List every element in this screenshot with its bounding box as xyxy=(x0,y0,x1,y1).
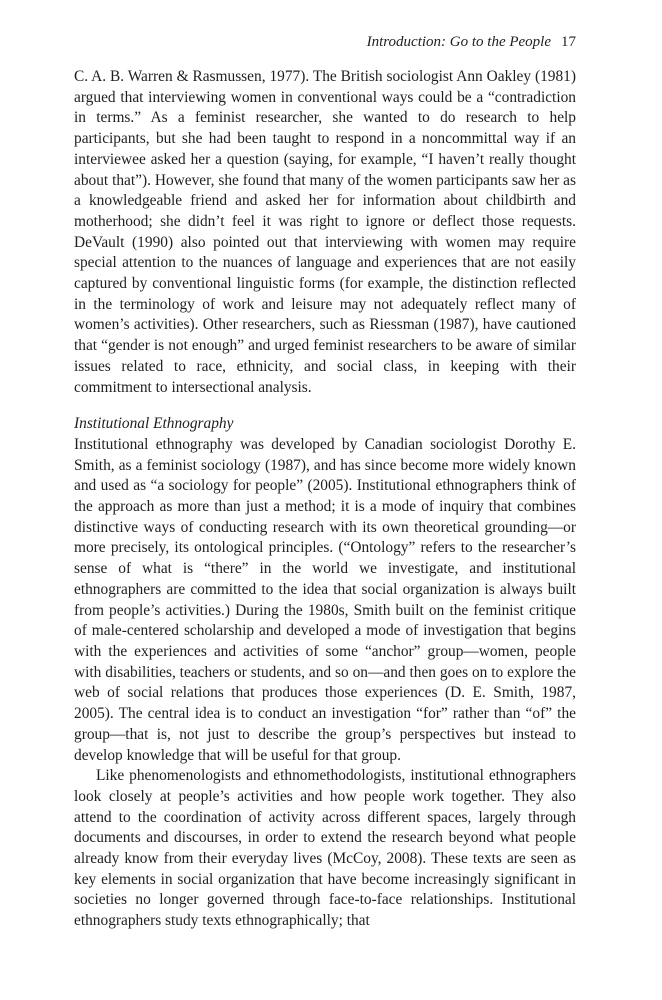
paragraph-institutional-ethnography: Institutional ethnography was developed by Canadian sociologist Dorothy E. Smith, as a feminist sociology (1987), and has since become more widely known and used as “a sociology for people” (2005). Institutional ethnographers think of the approach as more than just a method; it is a mode of inquiry that combines distinctive ways of conducting research with its own theoretical grounding—or more precisely, its ontological principles. (“Ontology” refers to the researcher’s sense of what is “there” in the world we investigate, and institutional ethnographers are committed to the idea that social organization is always built from people’s activities.) During the 1980s, Smith built on the feminist critique of male-centered scholarship and developed a mode of investigation that begins with the experiences and activities of some “anchor” group—women, people with disabilities, teachers or students, and so on—and then goes on to explore the web of social relations that produces those experiences (D. E. Smith, 1987, 2005). The central idea is to conduct an investigation “for” rather than “of” the group—that is, not just to describe the group’s perspectives but instead to develop knowledge that will be useful for that group. xyxy=(74,435,576,764)
paragraph-like-phenomenologists: Like phenomenologists and ethnomethodologists, institutional ethnographers look closely at people’s activities and how people work together. They also attend to the coordination of activity across different spaces, largely through documents and discourses, in order to extend the research beyond what people already know from their everyday lives (McCoy, 2008). These texts are seen as key elements in social organization that have become increasingly significant in societies no longer governed through face-to-face relationships. Institutional ethnographers study texts ethnographically; that xyxy=(74,767,576,930)
section-heading: Institutional Ethnography xyxy=(74,415,234,433)
running-head-title: Introduction: Go to the People xyxy=(366,34,551,50)
paragraph-continued: C. A. B. Warren & Rasmussen, 1977). The British sociologist Ann Oakley (1981) argued that interviewing women in conventional ways could be a “contradiction in terms.” As a feminist researcher, she wanted to do research to help participants, but she had been taught to respond in a noncommittal way if an interviewee asked her a question (saying, for example, “I haven’t really thought about that”). However, she found that many of the women participants saw her as a knowledgeable friend and asked her for information about childbirth and motherhood; she didn’t feel it was right to ignore or deflect those requests. DeVault (1990) also pointed out that interviewing with women may require special attention to the nuances of language and experiences that are not easily captured by conventional linguistic forms (for example, the distinction reflected in the terminology of work and leisure may not adequately reflect many of women’s activities). Other researchers, such as Riessman (1987), have cautioned that “gender is not enough” and urged feminist researchers to be aware of similar issues related to race, ethnicity, and social class, in keeping with their commitment to intersectional analysis. xyxy=(74,68,576,396)
running-head xyxy=(367,32,576,52)
page-number: 17 xyxy=(561,34,576,50)
body-text xyxy=(74,67,576,932)
